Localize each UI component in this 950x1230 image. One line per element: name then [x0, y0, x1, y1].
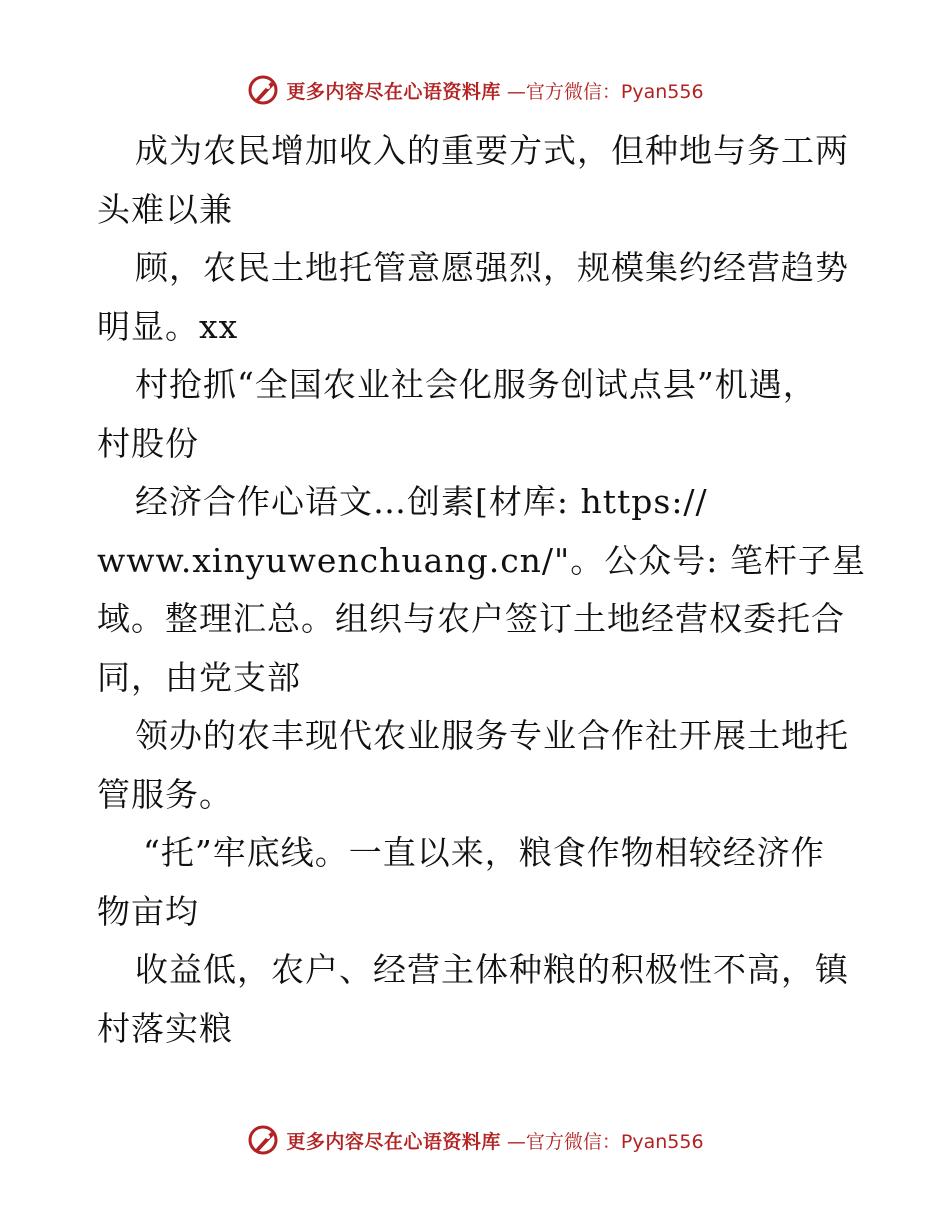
- body-line-10: 同，由党支部: [97, 657, 301, 697]
- body-line-12: 管服务。: [97, 774, 233, 814]
- body-line-3: 顾，农民土地托管意愿强烈，规模集约经营趋势: [135, 248, 849, 287]
- footer-banner-wechat: —官方微信：Pyan556: [506, 1130, 704, 1153]
- body-line-15: 收益低，农户、经营主体种粮的积极性不高，镇: [135, 950, 849, 989]
- document-body: [97, 122, 866, 1058]
- body-line-9: 域。整理汇总。组织与农户签订土地经营权委托合: [97, 599, 845, 638]
- body-line-6: 村股份: [97, 423, 199, 463]
- header-banner-wechat: —官方微信：Pyan556: [506, 80, 704, 103]
- body-line-8: www.xinyuwenchuang.cn/"。公众号: 笔杆子星: [97, 540, 866, 580]
- body-line-11: 领办的农丰现代农业服务专业合作社开展土地托: [135, 716, 849, 755]
- footer-banner: [0, 1120, 950, 1160]
- body-line-7: 经济合作心语文…创素[材库: https://: [135, 482, 708, 521]
- pen-nib-logo-icon: [246, 1123, 280, 1157]
- header-banner: [0, 70, 950, 110]
- header-banner-title: 更多内容尽在心语资料库: [286, 80, 501, 103]
- body-line-14: 物亩均: [97, 891, 199, 931]
- body-line-16: 村落实粮: [97, 1008, 233, 1048]
- body-line-1: 成为农民增加收入的重要方式，但种地与务工两: [135, 131, 849, 170]
- body-line-5: 村抢抓“全国农业社会化服务创试点县”机遇，: [135, 365, 817, 404]
- body-line-13: “托”牢底线。一直以来，粮食作物相较经济作: [143, 833, 825, 872]
- body-line-2: 头难以兼: [97, 189, 233, 229]
- body-line-4: 明显。xx: [97, 306, 239, 346]
- footer-banner-title: 更多内容尽在心语资料库: [286, 1130, 501, 1153]
- pen-nib-logo-icon: [246, 73, 280, 107]
